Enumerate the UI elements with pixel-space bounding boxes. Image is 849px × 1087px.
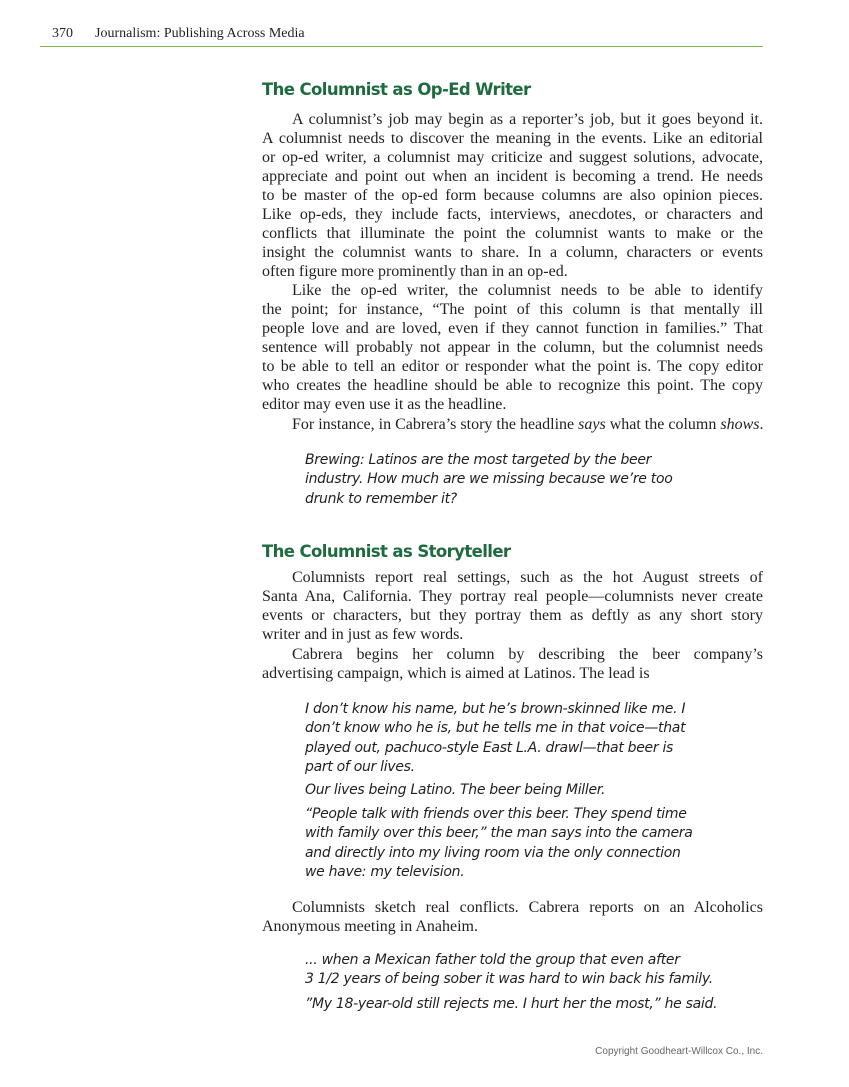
block-quote bbox=[305, 805, 693, 882]
quote-line: Our lives being Latino. The beer being Miller. bbox=[305, 782, 606, 798]
quote-line: with family over this beer,” the man says into the camera bbox=[305, 825, 693, 842]
text: . bbox=[759, 416, 764, 433]
paragraph bbox=[262, 568, 763, 644]
paragraph bbox=[262, 415, 763, 434]
paragraph-line: to be master of the op-ed form because columns are also opinion pieces. bbox=[262, 187, 763, 204]
paragraph-line: Cabrera begins her column by describing the beer company’s bbox=[292, 646, 763, 663]
paragraph bbox=[262, 110, 763, 281]
paragraph bbox=[262, 898, 763, 936]
paragraph-line: people love and are loved, even if they cannot function in families.” That bbox=[262, 320, 763, 337]
paragraph-line: Columnists sketch real conflicts. Cabrera reports on an Alcoholics bbox=[292, 899, 763, 916]
quote-line: and directly into my living room via the only connection bbox=[305, 844, 681, 861]
quote-line: played out, pachuco-style East L.A. drawl—that beer is bbox=[305, 739, 674, 756]
paragraph-line: who creates the headline should be able to recognize this point. The copy bbox=[262, 377, 763, 394]
paragraph-line: Anonymous meeting in Anaheim. bbox=[262, 918, 478, 935]
paragraph-line: appreciate and point out when an incident is becoming a trend. He needs bbox=[262, 168, 763, 185]
block-quote bbox=[305, 781, 605, 800]
quote-line: ”My 18-year-old still rejects me. I hurt her the most,” he said. bbox=[305, 996, 718, 1012]
paragraph-line: Santa Ana, California. They portray real people—columnists never create bbox=[262, 588, 763, 605]
page-number: 370 bbox=[52, 26, 73, 41]
quote-line: Brewing: Latinos are the most targeted by the beer bbox=[305, 452, 652, 468]
copyright-notice: Copyright Goodheart-Willcox Co., Inc. bbox=[595, 1046, 763, 1057]
section-heading-op-ed: The Columnist as Op-Ed Writer bbox=[262, 80, 531, 99]
paragraph-line: conflicts that illuminate the point the columnist wants to make or the bbox=[262, 225, 763, 242]
block-quote bbox=[305, 951, 713, 990]
paragraph-line: A columnist’s job may begin as a reporter’s job, but it goes beyond it. bbox=[292, 111, 763, 128]
section-heading-storyteller: The Columnist as Storyteller bbox=[262, 542, 511, 561]
paragraph-line: Like the op-ed writer, the columnist needs to be able to identify bbox=[292, 282, 763, 299]
quote-line: 3 1/2 years of being sober it was hard to win back his family. bbox=[305, 971, 713, 988]
quote-line: I don’t know his name, but he’s brown-skinned like me. I bbox=[305, 701, 686, 717]
paragraph-line: A columnist needs to discover the meaning in the events. Like an editorial bbox=[262, 130, 763, 147]
paragraph-line: Columnists report real settings, such as the hot August streets of bbox=[292, 569, 763, 586]
paragraph-line: to be able to tell an editor or responder what the point is. The copy editor bbox=[262, 358, 763, 375]
paragraph-line: the point; for instance, “The point of this column is that mentally ill bbox=[262, 301, 763, 318]
header-rule bbox=[40, 46, 763, 47]
quote-line: part of our lives. bbox=[305, 758, 415, 775]
text: For instance, in Cabrera’s story the headline bbox=[292, 416, 579, 433]
paragraph bbox=[262, 281, 763, 414]
quote-line: industry. How much are we missing because we’re too bbox=[305, 471, 673, 488]
paragraph-line: writer and in just as few words. bbox=[262, 626, 464, 643]
paragraph-line: events or characters, but they portray them as deftly as any short story bbox=[262, 607, 763, 624]
block-quote bbox=[305, 700, 685, 777]
quote-line: drunk to remember it? bbox=[305, 490, 457, 507]
block-quote bbox=[305, 995, 717, 1014]
paragraph-line: advertising campaign, which is aimed at Latinos. The lead is bbox=[262, 665, 650, 682]
paragraph-line: or op-ed writer, a columnist may criticize and suggest solutions, advocate, bbox=[262, 149, 763, 166]
emphasis: shows bbox=[720, 416, 760, 433]
paragraph-line: sentence will probably not appear in the column, but the columnist needs bbox=[262, 339, 763, 356]
block-quote bbox=[305, 451, 672, 509]
text: what the column bbox=[605, 416, 721, 433]
quote-line: we have: my television. bbox=[305, 863, 465, 880]
paragraph-line: often figure more prominently than in an op-ed. bbox=[262, 263, 568, 280]
paragraph-line: Like op-eds, they include facts, interviews, anecdotes, or characters and bbox=[262, 206, 763, 223]
quote-line: don’t know who he is, but he tells me in that voice—that bbox=[305, 720, 686, 737]
running-header bbox=[52, 26, 305, 42]
quote-line: “People talk with friends over this beer. They spend time bbox=[305, 806, 687, 822]
paragraph-line bbox=[262, 415, 763, 434]
paragraph-line: editor may even use it as the headline. bbox=[262, 396, 507, 413]
quote-line: ... when a Mexican father told the group that even after bbox=[305, 952, 680, 968]
book-title: Journalism: Publishing Across Media bbox=[95, 26, 305, 41]
paragraph bbox=[262, 645, 763, 683]
emphasis: says bbox=[578, 416, 606, 433]
paragraph-line: insight the columnist wants to share. In a column, characters or events bbox=[262, 244, 763, 261]
